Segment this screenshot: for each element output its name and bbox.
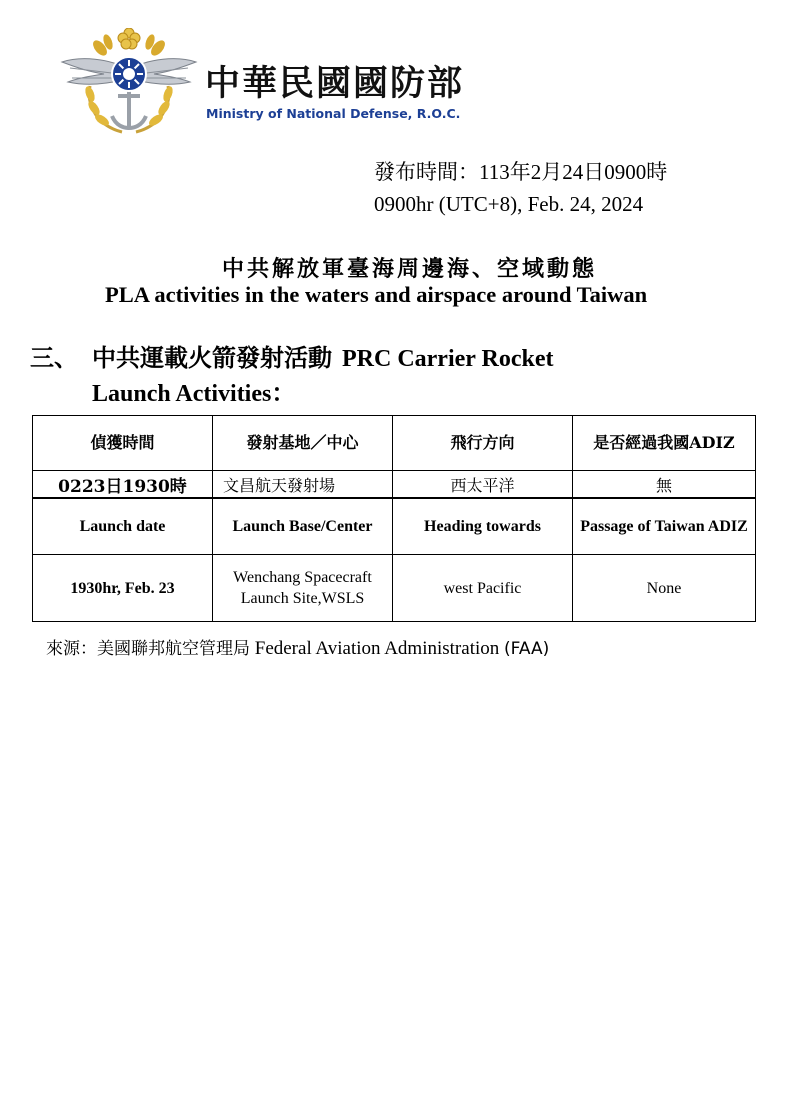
ministry-name-en: Ministry of National Defense, R.O.C. bbox=[206, 106, 461, 121]
table-header-cell: Heading towards bbox=[393, 498, 573, 555]
table-header-cell: 偵獲時間 bbox=[33, 416, 213, 471]
table-header-cell: Launch date bbox=[33, 498, 213, 555]
table-header-cell: 發射基地／中心 bbox=[213, 416, 393, 471]
source-abbr: (FAA) bbox=[504, 639, 550, 659]
table-cell: 無 bbox=[573, 471, 756, 499]
section-title-en-line1: PRC Carrier Rocket bbox=[342, 346, 554, 372]
table-header-row-zh bbox=[33, 416, 756, 471]
source-label-zh: 來源：美國聯邦航空管理局 bbox=[46, 639, 250, 659]
section-number: 三、 bbox=[30, 343, 78, 372]
section-title-zh: 中共運載火箭發射活動 bbox=[92, 343, 332, 372]
release-time bbox=[374, 156, 667, 220]
table-header-cell: Passage of Taiwan ADIZ bbox=[573, 498, 756, 555]
table-cell: 1930hr, Feb. 23 bbox=[33, 555, 213, 622]
release-time-zh: 發布時間：113年2月24日0900時 bbox=[374, 160, 668, 184]
release-time-en: 0900hr (UTC+8), Feb. 24, 2024 bbox=[374, 192, 644, 216]
table-header-cell: Launch Base/Center bbox=[213, 498, 393, 555]
table-cell: Wenchang Spacecraft Launch Site,WSLS bbox=[213, 555, 393, 622]
ministry-header bbox=[60, 28, 520, 140]
section-title-en-line2: Launch Activities： bbox=[92, 381, 296, 407]
table-cell: 0223日1930時 bbox=[33, 471, 213, 499]
table-row bbox=[33, 471, 756, 499]
ministry-name-zh: 中華民國國防部 bbox=[205, 64, 465, 104]
table-cell: None bbox=[573, 555, 756, 622]
source-note bbox=[46, 634, 549, 660]
table-cell: 文昌航天發射場 bbox=[213, 471, 393, 499]
report-title-en: PLA activities in the waters and airspace around Taiwan bbox=[105, 282, 648, 307]
table-cell: 西太平洋 bbox=[393, 471, 573, 499]
source-label-en: Federal Aviation Administration bbox=[254, 638, 500, 659]
report-title-zh: 中共解放軍臺海周邊海、空域動態 bbox=[221, 256, 597, 282]
table-cell: west Pacific bbox=[393, 555, 573, 622]
table-row bbox=[33, 555, 756, 622]
ministry-emblem-icon bbox=[60, 28, 198, 140]
table-header-cell: 是否經過我國ADIZ bbox=[573, 416, 756, 471]
section-heading bbox=[30, 340, 553, 412]
table-header-row-en bbox=[33, 498, 756, 555]
table-header-cell: 飛行方向 bbox=[393, 416, 573, 471]
launch-table bbox=[32, 415, 756, 622]
